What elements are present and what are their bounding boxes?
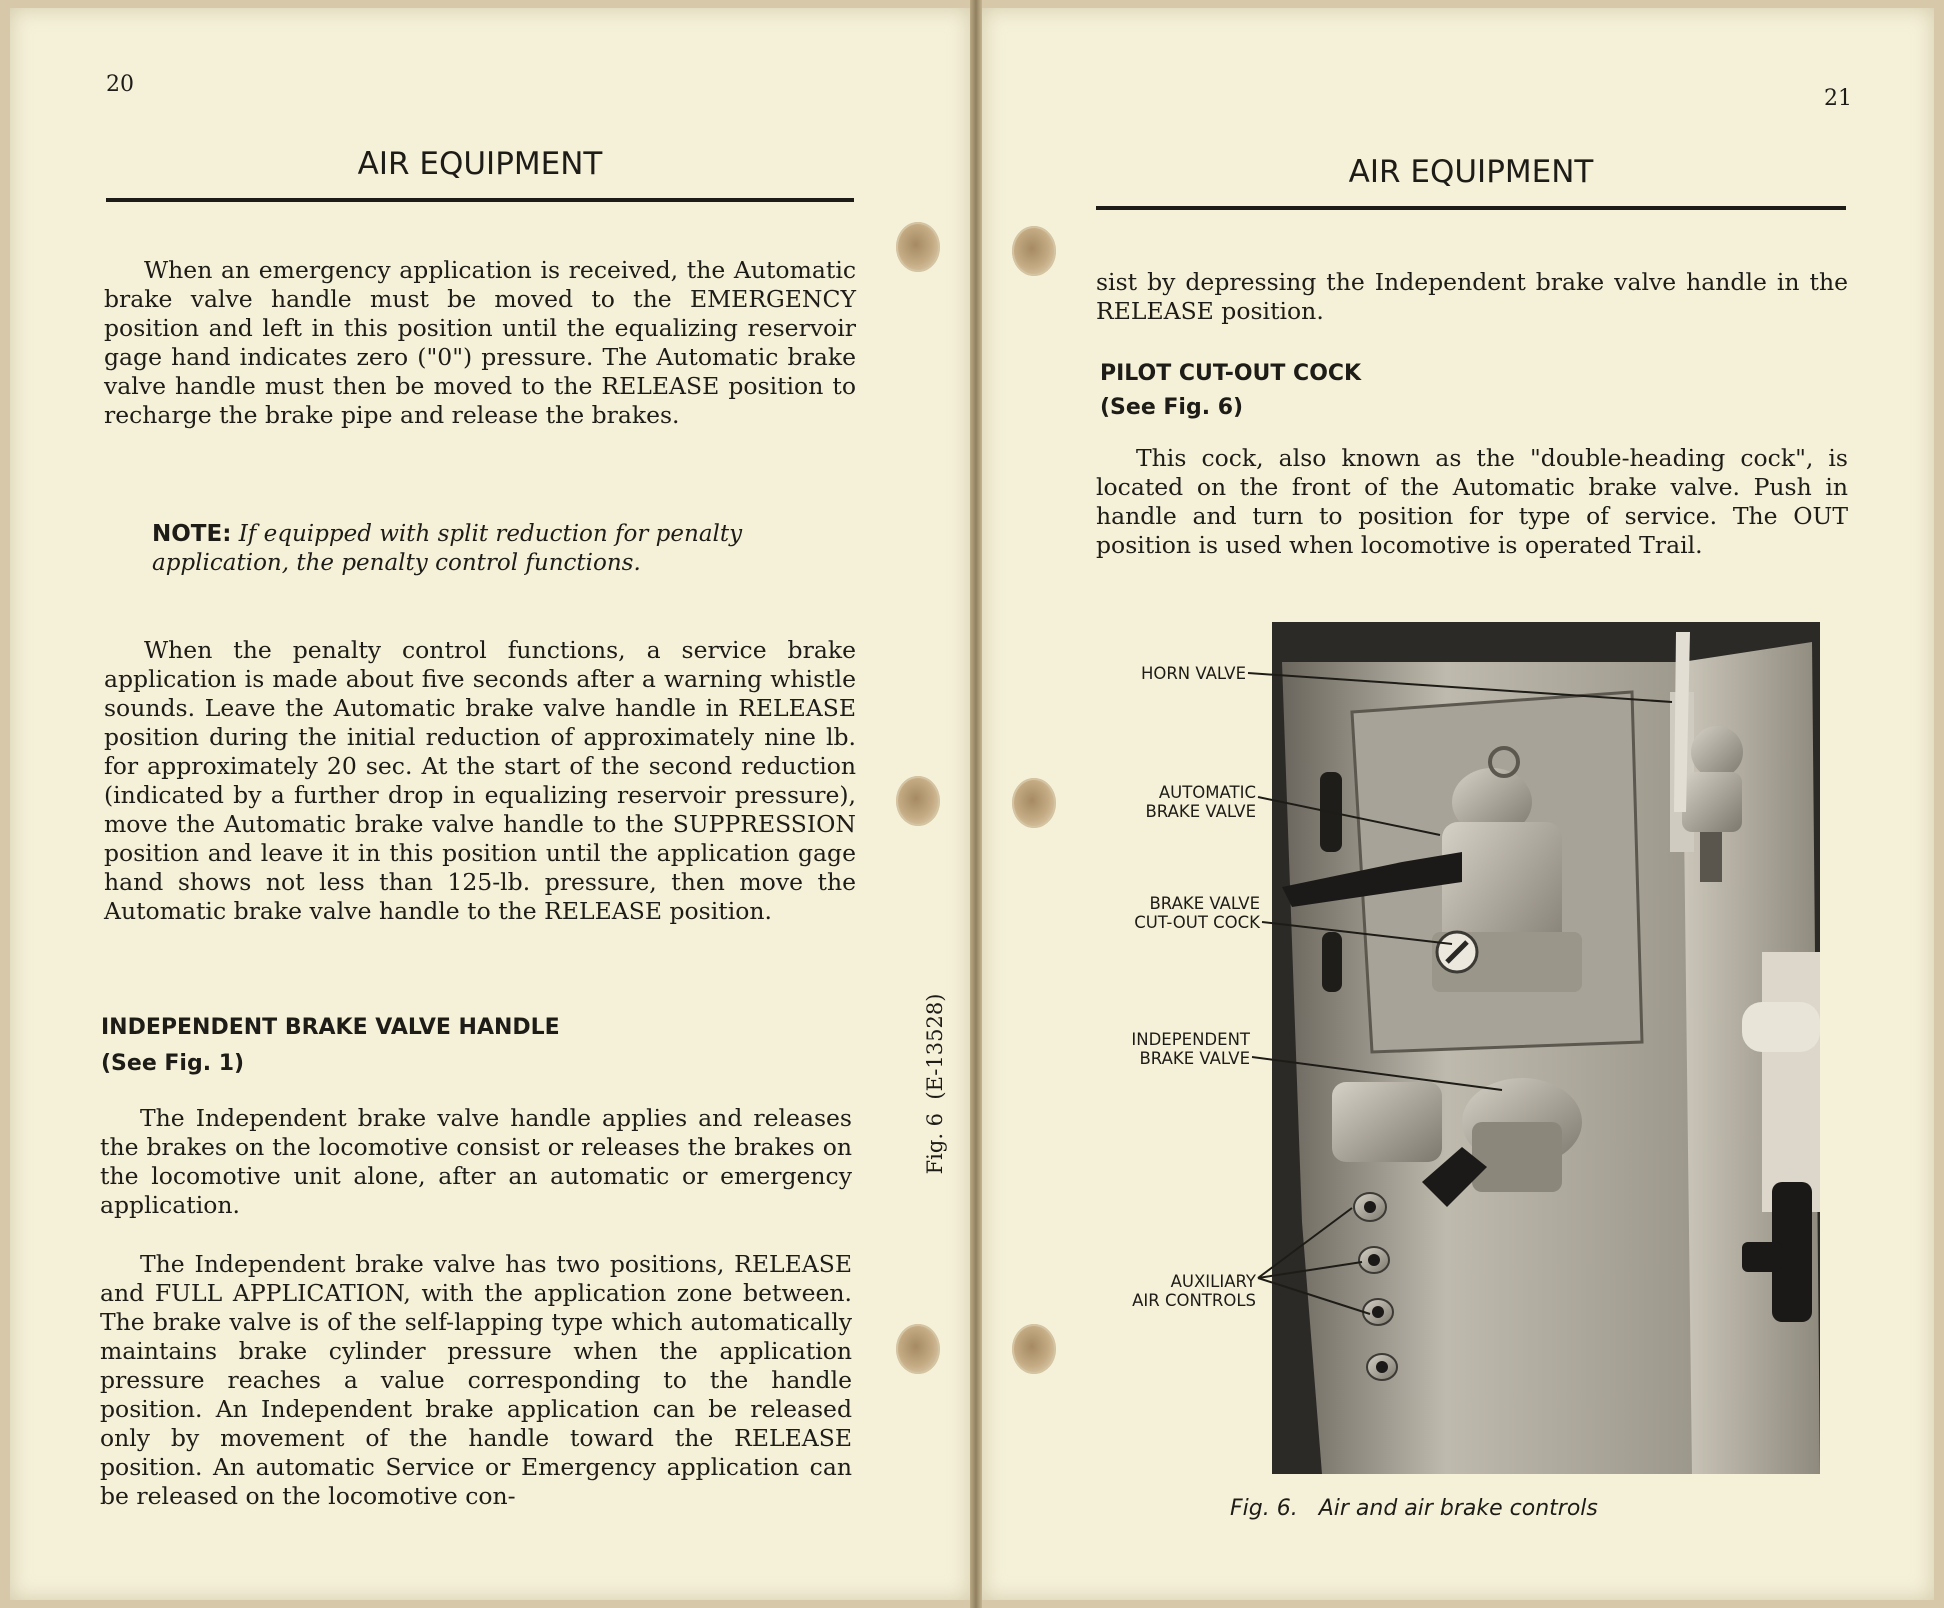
left-paragraph-emergency: When an emergency application is received, the Automatic brake valve handle must be moved to the EMERGENCY position and left in this position until the equalizing reservoir gage hand indicates zero ("0") pressure. The Automatic brake valve handle must then be moved to the RELEASE position to recharge the brake pipe and release the brakes. bbox=[104, 256, 856, 429]
section-ref-independent: (See Fig. 1) bbox=[101, 1051, 245, 1076]
left-page-number: 20 bbox=[106, 72, 134, 97]
right-paragraph-continued: sist by depressing the Independent brake valve handle in the RELEASE position. bbox=[1096, 268, 1848, 325]
label-independent-line1: INDEPENDENT bbox=[1131, 1030, 1250, 1049]
note-label: NOTE: bbox=[152, 521, 232, 547]
right-paragraph-pilot-cock: This cock, also known as the "double-heading cock", is located on the front of the Automatic brake valve. Push in handle and turn to position for type of service. The OUT position is used when locomotive is operated Trail. bbox=[1096, 444, 1848, 559]
label-automatic-line2: BRAKE VALVE bbox=[1145, 802, 1256, 821]
label-brake-valve-cutout-cock bbox=[1070, 894, 1260, 932]
right-page-number: 21 bbox=[1824, 86, 1852, 111]
left-paragraph-independent-positions: The Independent brake valve has two positions, RELEASE and FULL APPLICATION, with the application zone between. The brake valve is of the self-lapping type which automatically maintains brake cylinder pressure when the application pressure reaches a value corresponding to the handle position. An Independent brake application can be released only by movement of the handle toward the RELEASE position. An automatic Service or Emergency application can be released on the locomotive con- bbox=[100, 1250, 852, 1510]
label-horn-valve: HORN VALVE bbox=[1140, 664, 1246, 683]
label-auxiliary-line1: AUXILIARY bbox=[1170, 1272, 1256, 1291]
note-text: If equipped with split reduction for penalty application, the penalty control functions. bbox=[152, 521, 743, 576]
left-paragraph-independent-handle: The Independent brake valve handle applies and releases the brakes on the locomotive consist or releases the brakes on the locomotive unit alone, after an automatic or emergency application. bbox=[100, 1104, 852, 1219]
figure-caption: Fig. 6. Air and air brake controls bbox=[1230, 1496, 1598, 1521]
label-independent-brake-valve bbox=[1070, 1030, 1250, 1068]
label-auxiliary-air-controls bbox=[1070, 1272, 1256, 1310]
section-title-pilot: PILOT CUT-OUT COCK bbox=[1100, 361, 1362, 386]
label-cutout-line2: CUT-OUT COCK bbox=[1134, 913, 1260, 932]
label-auxiliary-line2: AIR CONTROLS bbox=[1132, 1291, 1256, 1310]
figure-side-label: Fig. 6 (E-13528) bbox=[923, 993, 947, 1175]
left-paragraph-penalty: When the penalty control functions, a service brake application is made about five seconds after a warning whistle sounds. Leave the Automatic brake valve handle in RELEASE position during the initial reduction of approximately nine lb. for approximately 20 sec. At the start of the second reduction (indicated by a further drop in equalizing reservoir pressure), move the Automatic brake valve handle to the SUPPRESSION position and leave it in this position until the application gage hand shows not less than 125-lb. pressure, then move the Automatic brake valve handle to the RELEASE position. bbox=[104, 636, 856, 925]
label-automatic-brake-valve bbox=[1070, 783, 1256, 821]
label-automatic-line1: AUTOMATIC bbox=[1158, 783, 1256, 802]
left-page-header: AIR EQUIPMENT bbox=[357, 146, 603, 182]
right-page-header: AIR EQUIPMENT bbox=[1348, 154, 1594, 190]
label-cutout-line1: BRAKE VALVE bbox=[1149, 894, 1260, 913]
section-title-independent: INDEPENDENT BRAKE VALVE HANDLE bbox=[101, 1015, 560, 1040]
section-ref-pilot: (See Fig. 6) bbox=[1100, 395, 1244, 420]
label-independent-line2: BRAKE VALVE bbox=[1139, 1049, 1250, 1068]
